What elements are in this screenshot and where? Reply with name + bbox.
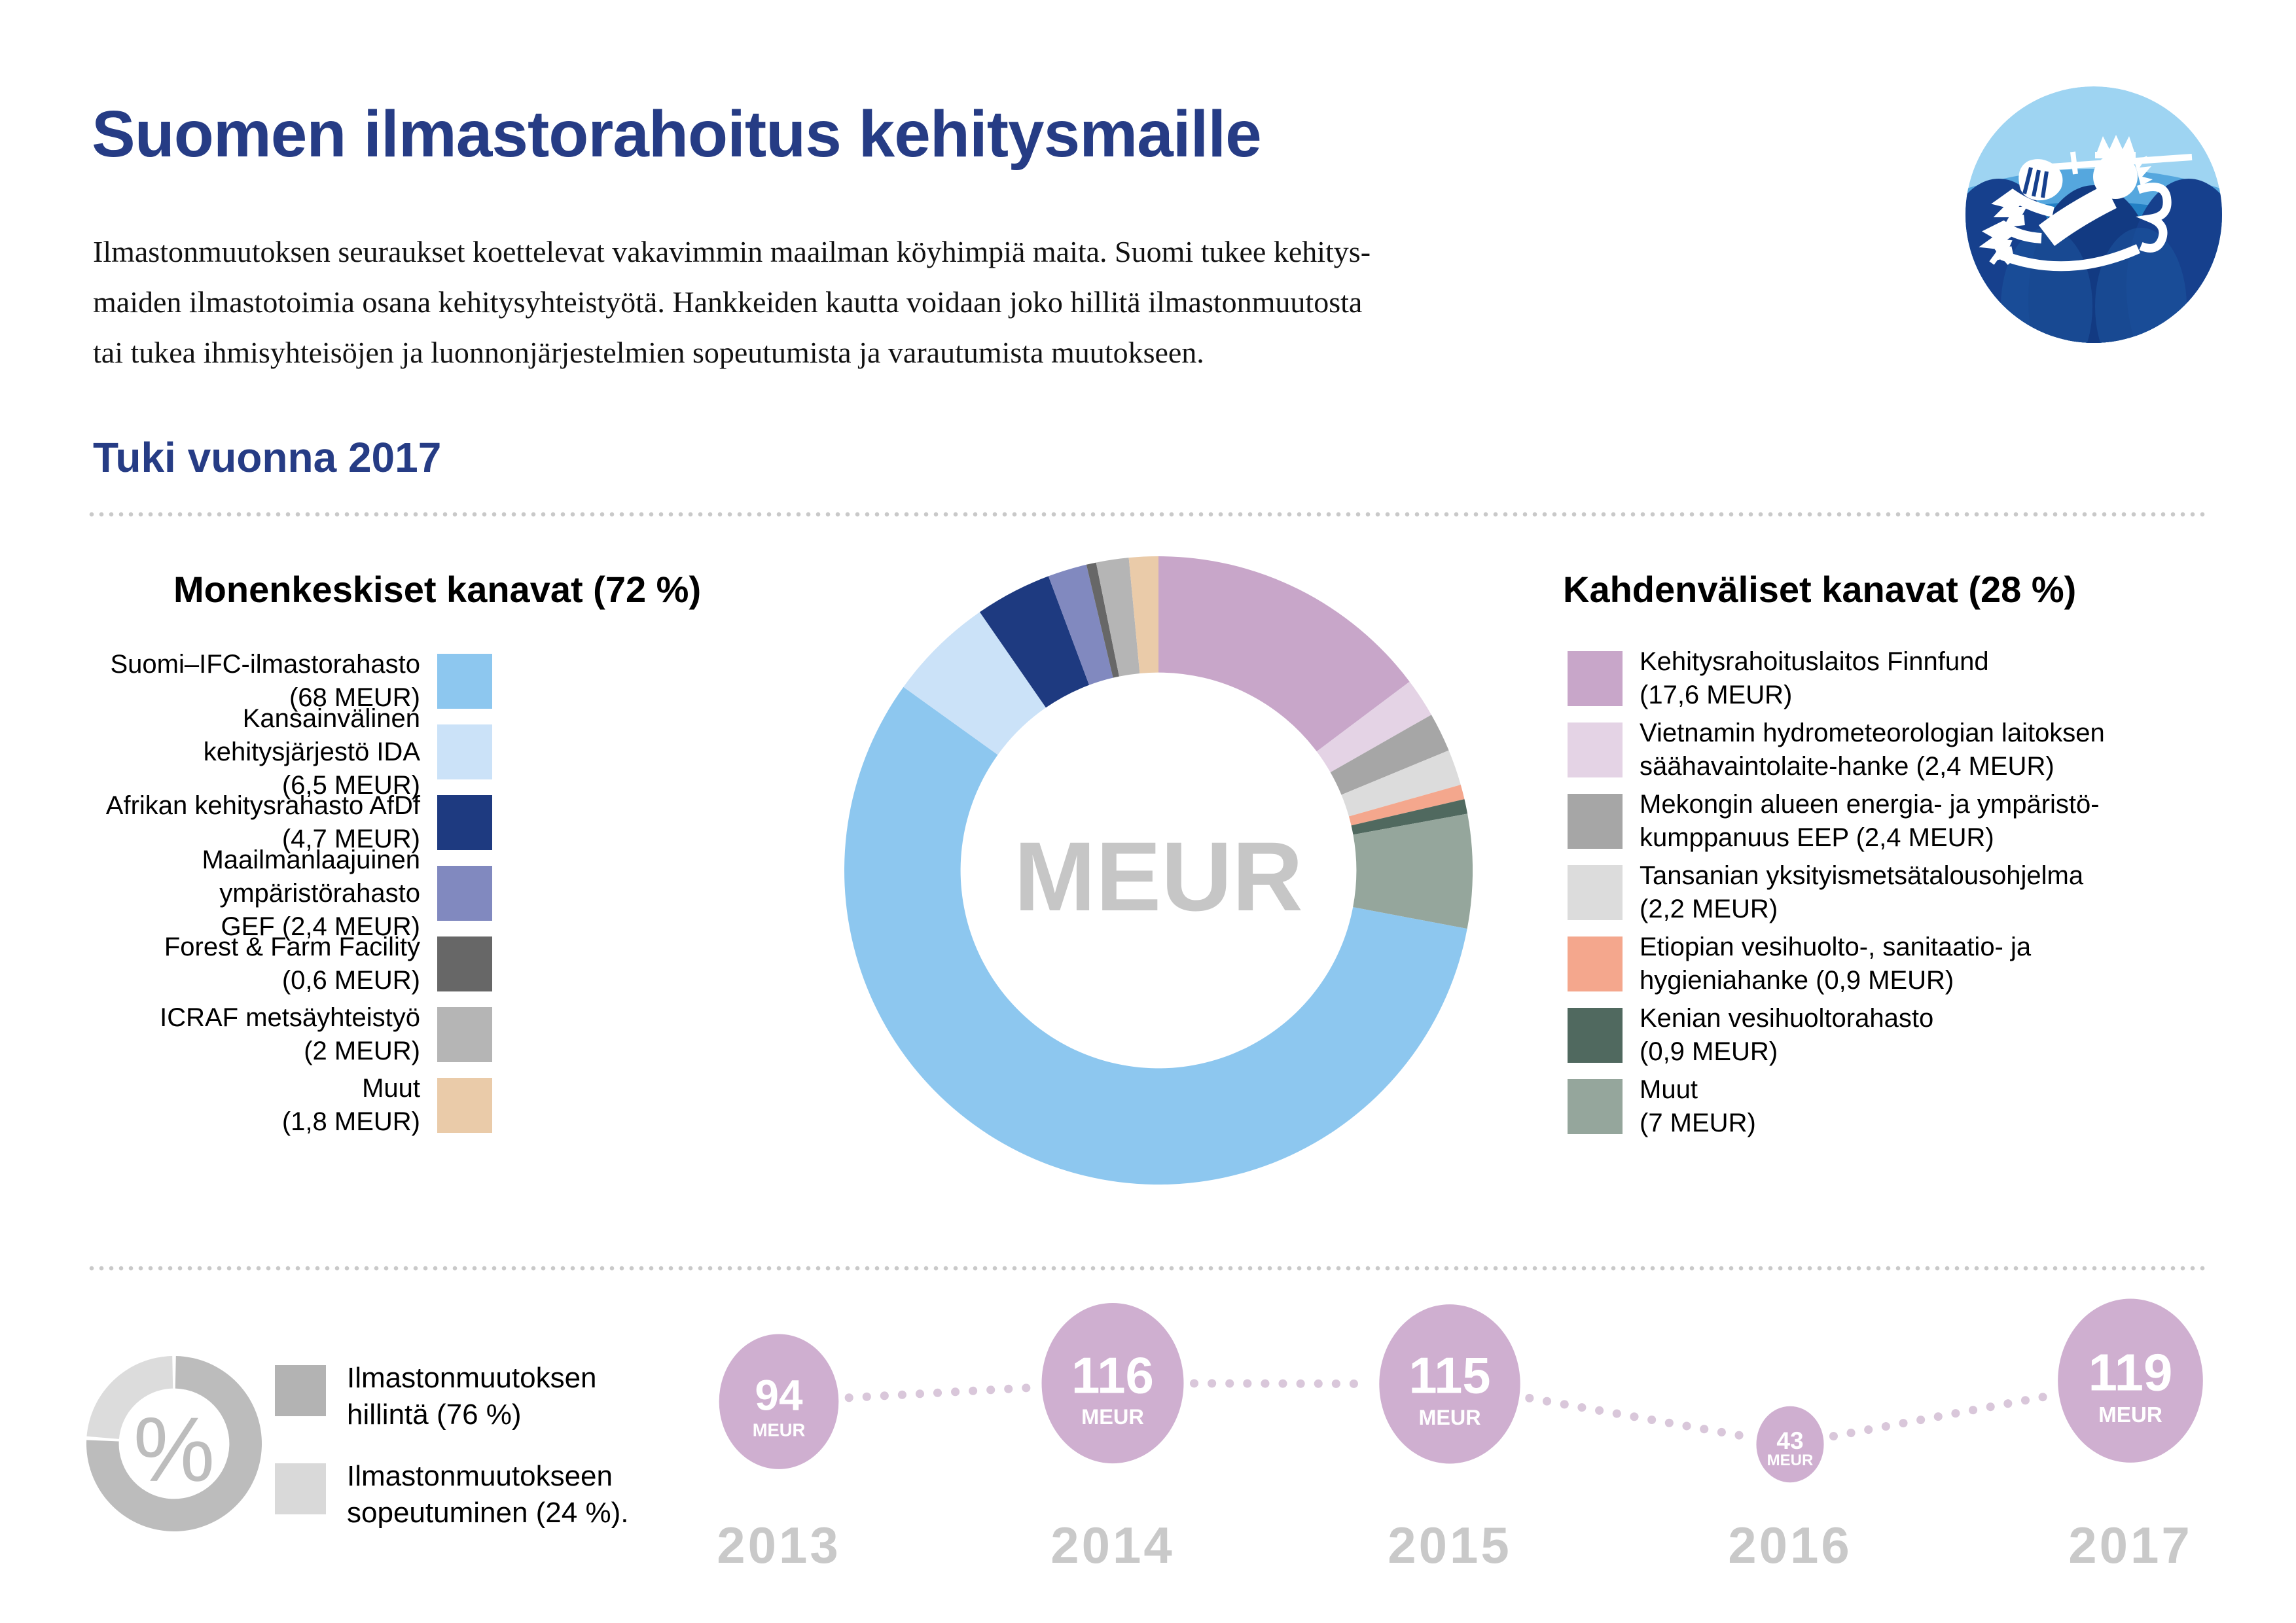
legend-color-swatch xyxy=(1568,865,1623,920)
funding-donut-chart xyxy=(844,556,1473,1185)
share-legend-row xyxy=(275,1360,597,1433)
donut-center-label: MEUR xyxy=(1014,821,1303,931)
share-legend-swatch xyxy=(275,1463,326,1514)
share-legend-label-line: Ilmastonmuutoksen xyxy=(347,1362,597,1394)
legend-row xyxy=(92,704,492,800)
timeline-dotted-connector xyxy=(1833,1396,2049,1436)
legend-color-swatch xyxy=(437,1078,492,1133)
timeline-year-2014: 2014 xyxy=(1050,1516,1175,1574)
legend-label-line: Vietnamin hydrometeorologian laitoksen xyxy=(1640,719,2105,747)
funding-timeline-chart xyxy=(655,1276,2271,1623)
intro-paragraph xyxy=(93,226,1598,378)
legend-label-line: (2,2 MEUR) xyxy=(1640,895,1778,923)
legend-label xyxy=(92,1072,437,1139)
legend-label-line: (2 MEUR) xyxy=(304,1037,420,1065)
legend-color-swatch xyxy=(437,936,492,991)
legend-label-line: ICRAF metsäyhteistyö xyxy=(160,1003,420,1032)
legend-color-swatch xyxy=(1568,936,1623,991)
legend-label xyxy=(1623,859,2274,926)
legend-label xyxy=(92,931,437,997)
legend-label-line: (7 MEUR) xyxy=(1640,1109,1756,1137)
legend-label xyxy=(1623,788,2274,855)
legend-label xyxy=(92,702,437,802)
legend-row xyxy=(1568,645,2274,713)
share-legend-label xyxy=(326,1458,628,1531)
section-heading: Tuki vuonna 2017 xyxy=(93,434,442,481)
multilateral-heading: Monenkeskiset kanavat (72 %) xyxy=(173,569,702,610)
legend-label-line: Mekongin alueen energia- ja ympäristö- xyxy=(1640,790,2100,819)
timeline-unit-2017: MEUR xyxy=(2098,1402,2162,1427)
legend-row xyxy=(92,845,492,941)
legend-label-line: hygieniahanke (0,9 MEUR) xyxy=(1640,966,1954,995)
bilateral-heading: Kahdenväliset kanavat (28 %) xyxy=(1563,569,2077,610)
legend-color-swatch xyxy=(1568,722,1623,777)
dotted-divider-top xyxy=(89,512,2210,517)
share-legend-label xyxy=(326,1360,597,1433)
mitigation-adaptation-donut xyxy=(82,1352,266,1535)
timeline-dotted-connector xyxy=(1530,1398,1747,1436)
legend-label xyxy=(1623,931,2274,997)
timeline-year-2016: 2016 xyxy=(1728,1516,1852,1574)
timeline-unit-2016: MEUR xyxy=(1767,1451,1814,1469)
legend-row xyxy=(92,1001,492,1069)
legend-label xyxy=(1623,717,2274,783)
timeline-unit-2013: MEUR xyxy=(752,1419,806,1440)
legend-label-line: Kenian vesihuoltorahasto xyxy=(1640,1004,1934,1033)
intro-line: Ilmastonmuutoksen seuraukset koettelevat vakavimmin maailman köyhimpiä maita. Suomi tukee kehitys- xyxy=(93,235,1371,268)
share-legend-label-line: sopeutuminen (24 %). xyxy=(347,1497,629,1529)
intro-line: maiden ilmastotoimia osana kehitysyhteistyötä. Hankkeiden kautta voidaan joko hillitä ilmastonmuutosta xyxy=(93,285,1363,319)
donut-center-label: % xyxy=(133,1397,215,1501)
legend-color-swatch xyxy=(1568,794,1623,849)
share-legend-row xyxy=(275,1458,628,1531)
timeline-value-2014: 116 xyxy=(1071,1346,1154,1404)
legend-label-line: Etiopian vesihuolto-, sanitaatio- ja xyxy=(1640,933,2032,961)
legend-label-line: Kansainvälinen kehitysjärjestö IDA xyxy=(203,704,420,766)
legend-row xyxy=(92,1071,492,1139)
timeline-year-2017: 2017 xyxy=(2068,1516,2193,1574)
legend-label-line: Kehitysrahoituslaitos Finnfund xyxy=(1640,647,1989,676)
legend-row xyxy=(1568,930,2274,998)
legend-label-line: Muut xyxy=(362,1074,420,1103)
intro-line: tai tukea ihmisyhteisöjen ja luonnonjärjestelmien sopeutumista ja varautumista muutokseen. xyxy=(93,336,1204,369)
legend-label-line: Suomi–IFC-ilmastorahasto xyxy=(110,650,420,679)
timeline-dotted-connector xyxy=(849,1387,1031,1397)
legend-row xyxy=(1568,1001,2274,1069)
timeline-value-2017: 119 xyxy=(2088,1343,2173,1402)
legend-color-swatch xyxy=(1568,651,1623,706)
legend-label-line: Maailmanlaajuinen ympäristörahasto xyxy=(202,845,420,908)
timeline-unit-2014: MEUR xyxy=(1081,1405,1144,1429)
legend-color-swatch xyxy=(437,795,492,850)
legend-label-line: kumppanuus EEP (2,4 MEUR) xyxy=(1640,823,1994,852)
legend-label-line: (0,6 MEUR) xyxy=(281,966,420,995)
legend-label-line: (17,6 MEUR) xyxy=(1640,681,1793,709)
legend-label-line: (6,5 MEUR) xyxy=(281,770,420,800)
legend-label-line: Afrikan kehitysrahasto AfDf xyxy=(105,791,420,820)
legend-row xyxy=(1568,716,2274,784)
legend-label xyxy=(1623,1002,2274,1069)
legend-label-line: (0,9 MEUR) xyxy=(1640,1037,1778,1066)
share-legend-label-line: Ilmastonmuutokseen xyxy=(347,1460,613,1492)
legend-row xyxy=(1568,1073,2274,1141)
share-legend-swatch xyxy=(275,1365,326,1416)
legend-label-line: Forest & Farm Facility xyxy=(164,933,420,961)
legend-color-swatch xyxy=(437,866,492,921)
finnish-government-logo xyxy=(1963,84,2225,346)
legend-label-line: (1,8 MEUR) xyxy=(281,1107,420,1136)
timeline-unit-2015: MEUR xyxy=(1418,1405,1481,1429)
legend-label xyxy=(1623,1073,2274,1140)
timeline-year-2013: 2013 xyxy=(717,1516,841,1574)
share-legend-label-line: hillintä (76 %) xyxy=(347,1399,522,1431)
legend-row xyxy=(1568,787,2274,855)
legend-color-swatch xyxy=(1568,1079,1623,1134)
legend-label-line: GEF (2,4 MEUR) xyxy=(221,912,420,941)
legend-color-swatch xyxy=(437,654,492,709)
legend-color-swatch xyxy=(1568,1008,1623,1063)
legend-label-line: (4,7 MEUR) xyxy=(281,825,420,853)
legend-label xyxy=(92,844,437,944)
legend-label xyxy=(92,1001,437,1068)
timeline-value-2013: 94 xyxy=(755,1370,803,1419)
timeline-value-2015: 115 xyxy=(1408,1347,1491,1404)
globe-icon xyxy=(1963,86,2225,346)
timeline-dotted-connector xyxy=(1194,1383,1369,1384)
timeline-value-2016: 43 xyxy=(1776,1427,1804,1455)
legend-label-line: säähavaintolaite-hanke (2,4 MEUR) xyxy=(1640,752,2054,781)
legend-label-line: Tansanian yksityismetsätalousohjelma xyxy=(1640,861,2084,890)
page-title: Suomen ilmastorahoitus kehitysmaille xyxy=(92,98,1261,171)
legend-row xyxy=(92,930,492,998)
legend-color-swatch xyxy=(437,724,492,779)
timeline-year-2015: 2015 xyxy=(1388,1516,1512,1574)
legend-label-line: Muut xyxy=(1640,1075,1698,1104)
legend-color-swatch xyxy=(437,1007,492,1062)
legend-label xyxy=(1623,645,2274,712)
dotted-divider-bottom xyxy=(89,1266,2210,1271)
legend-label-line: (68 MEUR) xyxy=(289,683,420,712)
legend-row xyxy=(1568,859,2274,927)
